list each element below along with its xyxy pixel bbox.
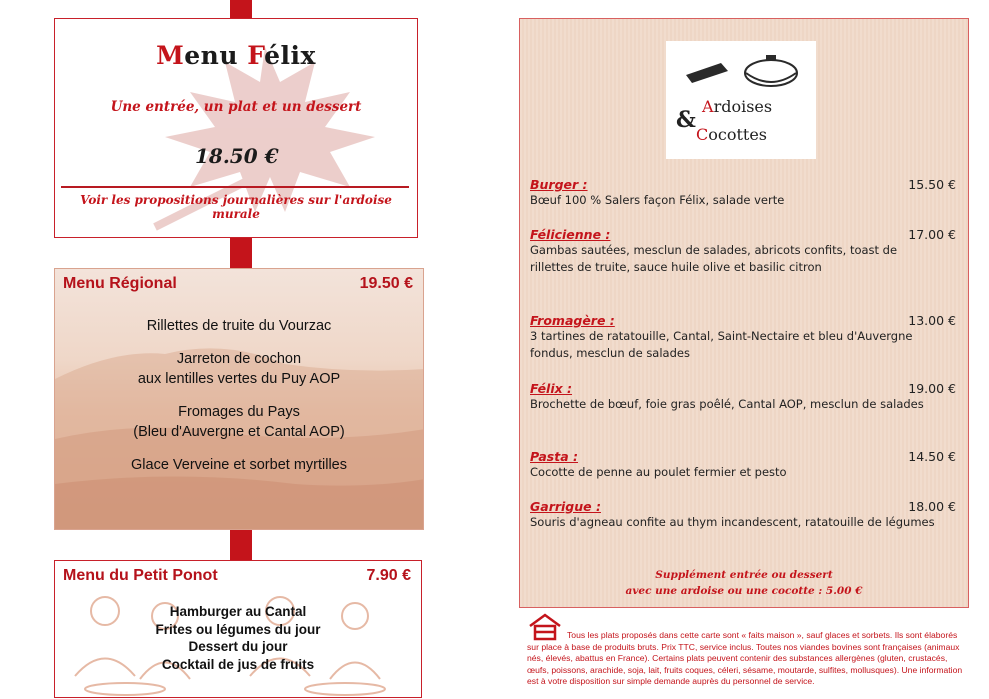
dish-burger: [530, 177, 956, 209]
dish-pasta: [530, 449, 956, 481]
dish-description: Bœuf 100 % Salers façon Félix, salade verte: [530, 193, 785, 207]
list-item: (Bleu d'Auvergne et Cantal AOP): [133, 424, 345, 440]
dish-felicienne: [530, 227, 956, 276]
logo-ardoises: Ardoises: [702, 97, 773, 116]
menu-petit-ponot-price: 7.90 €: [366, 567, 411, 584]
dish-name: Pasta :: [530, 449, 578, 464]
supplement-note: [520, 567, 968, 599]
menu-petit-ponot-title: Menu du Petit Ponot: [63, 567, 218, 584]
menu-regional-price: 19.50 €: [359, 275, 413, 292]
menu-felix-price: 18.50 €: [195, 144, 279, 168]
logo-ampersand: &: [676, 107, 696, 133]
supplement-line-1: Supplément entrée ou dessert: [655, 569, 833, 581]
list-item: aux lentilles vertes du Puy AOP: [137, 371, 341, 387]
dish-price: 18.00 €: [908, 499, 956, 514]
divider: [61, 186, 409, 188]
list-item: Glace Verveine et sorbet myrtilles: [131, 457, 347, 473]
dish-price: 15.50 €: [908, 177, 956, 192]
dish-name: Félicienne :: [530, 227, 611, 242]
dish-name: Garrigue :: [530, 499, 601, 514]
dish-price: 14.50 €: [908, 449, 956, 464]
list-item: Cocktail de jus de fruits: [161, 656, 315, 672]
dish-price: 13.00 €: [908, 313, 956, 328]
menu-regional-title: Menu Régional: [63, 275, 177, 292]
menu-regional-items: [55, 316, 423, 475]
menu-regional-header: [63, 275, 413, 297]
ribbon-top: [230, 0, 252, 18]
dish-name: Félix :: [530, 381, 573, 396]
dish-name: Burger :: [530, 177, 588, 192]
menu-regional-card: [54, 268, 424, 530]
dish-description: Gambas sautées, mesclun de salades, abricots confits, toast de rillettes de truite, sauce huile olive et basilic citron: [530, 243, 898, 274]
menu-felix-note: Voir les propositions journalières sur l'ardoise murale: [80, 193, 392, 221]
dish-garrigue: [530, 499, 956, 531]
dish-description: 3 tartines de ratatouille, Cantal, Saint-Nectaire et bleu d'Auvergne fondus, mesclun de salades: [530, 329, 913, 360]
menu-petit-ponot-header: [63, 567, 411, 589]
list-item: Jarreton de cochon: [176, 351, 302, 367]
dish-price: 17.00 €: [908, 227, 956, 242]
ribbon-middle-2: [230, 530, 252, 560]
cocotte-pot-icon: [666, 41, 816, 101]
list-item: Frites ou légumes du jour: [155, 621, 321, 637]
logo-cocottes: Cocottes: [696, 125, 768, 144]
dish-felix: [530, 381, 956, 413]
dish-description: Souris d'agneau confite au thym incandescent, ratatouille de légumes: [530, 515, 935, 529]
footer-legal-text: Tous les plats proposés dans cette carte sont « faits maison », sauf glaces et sorbets. Ils sont élaborés sur place à base de produits bruts. Prix TTC, service inclus. Toutes nos viandes bovines sont françaises (animaux nés, élevés, abattus en France). Certains plats peuvent contenir des substances allergènes (gluten, crustacés, œufs, poissons, arachide, soja, lait, fruits coques, céleri, sésame, moutarde, sulfites, mollusques). Une information est à votre disposition sur simple demande auprès du personnel de service.: [527, 630, 963, 686]
menu-felix-title: Menu Félix: [156, 41, 316, 70]
dish-fromagere: [530, 313, 956, 362]
menu-felix-card: [54, 18, 418, 238]
dish-description: Cocotte de penne au poulet fermier et pesto: [530, 465, 787, 479]
list-item: Rillettes de truite du Vourzac: [146, 318, 332, 334]
dish-price: 19.00 €: [908, 381, 956, 396]
ardoises-cocottes-logo: [666, 41, 816, 159]
menu-petit-ponot-card: [54, 560, 422, 698]
menu-felix-subtitle: Une entrée, un plat et un dessert: [110, 99, 362, 115]
ardoises-cocottes-card: [519, 18, 969, 608]
list-item: Fromages du Pays: [178, 404, 300, 420]
ribbon-middle-1: [230, 238, 252, 268]
dish-description: Brochette de bœuf, foie gras poêlé, Cantal AOP, mesclun de salades: [530, 397, 924, 411]
menu-petit-ponot-items: [55, 603, 421, 673]
list-item: Dessert du jour: [188, 639, 288, 654]
supplement-line-2: avec une ardoise ou une cocotte : 5.00 €: [625, 585, 863, 597]
dish-name: Fromagère :: [530, 313, 615, 328]
list-item: Hamburger au Cantal: [169, 604, 307, 619]
